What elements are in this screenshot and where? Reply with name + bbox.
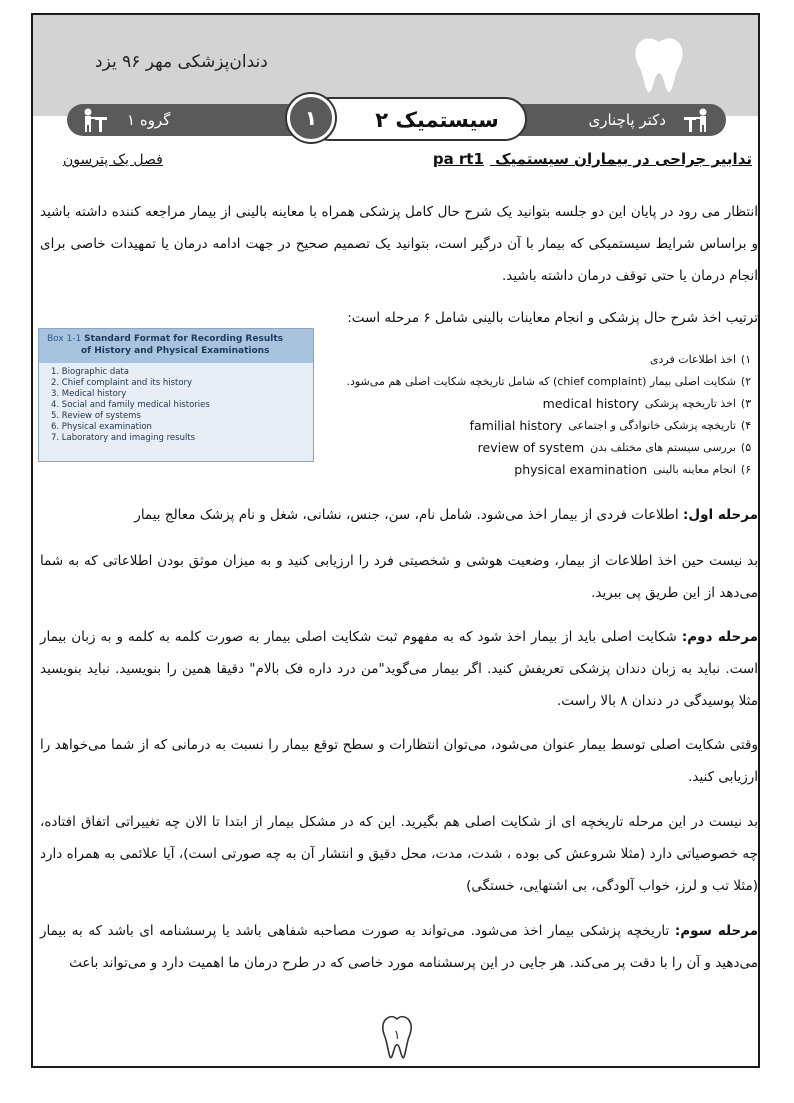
step-text: انجام معاینه بالینی <box>653 462 736 476</box>
step-item <box>346 392 756 414</box>
tooth-logo-icon <box>632 36 686 94</box>
page-frame <box>31 13 760 1068</box>
box-list-item: 4. Social and family medical histories <box>51 400 210 410</box>
lecturer-icon <box>79 107 109 133</box>
step-number: ۴) <box>740 418 752 432</box>
step-english: medical history <box>542 395 639 411</box>
step1-paragraph <box>40 499 758 531</box>
step-item <box>346 414 756 436</box>
step-item <box>346 458 756 480</box>
session-number-badge: ۱ <box>287 94 335 142</box>
step-number: ۱) <box>740 352 752 366</box>
box-list-item: 1. Biographic data <box>51 367 129 377</box>
subject-title: سیستمیک ۲ <box>375 108 499 132</box>
group-label: گروه ۱ <box>127 111 171 129</box>
step-text: اخذ تاریخچه پزشکی <box>644 396 736 410</box>
box-list-item: 3. Medical history <box>51 389 127 399</box>
box-list-item: 7. Laboratory and imaging results <box>51 433 196 443</box>
course-label: دندان‌پزشکی مهر ۹۶ یزد <box>95 52 268 72</box>
info-paragraph: بد نیست حین اخذ اطلاعات از بیمار، وضعیت هوشی و شخصیتی فرد را ارزیابی کنید و به میزان موثق بودن اطلاعاتی که به شما می‌دهد از این طریق پی ببرید. <box>40 553 758 601</box>
topic-title: تدابیر جراحی در بیماران سیستمیک <box>495 150 752 168</box>
step-number: ۵) <box>740 440 752 454</box>
box-title-line1: Standard Format for Recording Results <box>84 334 283 344</box>
step2-paragraph <box>40 621 758 717</box>
expect-paragraph: وقتی شکایت اصلی توسط بیمار عنوان می‌شود، می‌توان انتظارات و سطح توقع بیمار را نسبت به درمانی که از شما می‌خواهد را ارزیابی کنید. <box>40 737 758 785</box>
step3-paragraph <box>40 915 758 979</box>
box-list <box>39 367 313 444</box>
box-list-item: 2. Chief complaint and its history <box>51 378 193 388</box>
title-bar <box>67 104 726 136</box>
box-label: Box 1-1 <box>47 334 82 344</box>
box-header <box>39 329 313 363</box>
step-number: ۳) <box>740 396 752 410</box>
step-english: physical examination <box>514 461 648 477</box>
step3-label: مرحله سوم: <box>674 923 759 939</box>
topic-heading <box>433 150 752 168</box>
step-text: اخذ اطلاعات فردی <box>649 352 736 366</box>
intro-paragraph: انتظار می رود در پایان این دو جلسه بتوانید یک شرح حال کامل پزشکی همراه با معاینه بالینی از بیمار مراجعه کننده داشته باشید و براساس شرایط سیستمیکی که بیمار با آن درگیر است، بتوانید یک تصمیم صحیح در جهت ادامه درمان یا تمهیدات خاصی برای انجام درمان یا حتی توقف درمان داشته باشید. <box>40 204 758 284</box>
step2-text: شکایت اصلی باید از بیمار اخذ شود که به مفهوم ثبت شکایت اصلی بیمار به صورت کلمه به کلمه و به زبان بیمار است. نباید به زبان دندان پزشکی تعریفش کنید. اگر بیمار می‌گوید"من درد داره فک بالام" دقیقا همین را بنویسید. نباید بنویسید مثلا پوسیدگی در دندان ۸ بالا راست. <box>40 629 758 709</box>
step3-text: تاریخچه پزشکی بیمار اخذ می‌شود. می‌تواند به صورت مصاحبه شفاهی باشد یا پرسشنامه ای باشد که به بیمار می‌دهید و آن را با دقت پر می‌کند. هر جایی در این پرسشنامه مورد خاصی که در طرح درمان ما اهمیت دارد و می‌تواند باعث <box>40 923 758 971</box>
step-item <box>346 370 756 392</box>
step-item <box>346 436 756 458</box>
steps-list <box>346 348 756 480</box>
standard-format-box <box>38 328 314 462</box>
step-number: ۲) <box>740 374 752 388</box>
step-english: review of system <box>477 439 585 455</box>
tooth-outline-icon <box>380 1015 414 1061</box>
step2-label: مرحله دوم: <box>681 629 758 645</box>
step-text: بررسی سیستم های مختلف بدن <box>590 440 736 454</box>
svg-text:۱: ۱ <box>393 1028 401 1043</box>
step-item <box>346 348 756 370</box>
box-list-item: 5. Review of systems <box>51 411 141 421</box>
step1-text: اطلاعات فردی از بیمار اخذ می‌شود. شامل نام، سن، جنس، نشانی، شغل و نام پزشک معالج بیمار <box>134 507 683 523</box>
step-english: familial history <box>469 417 563 433</box>
chapter-reference: فصل یک پترسون <box>63 152 163 168</box>
step1-label: مرحله اول: <box>682 507 758 523</box>
step-text: تاریخچه پزشکی خانوادگی و اجتماعی <box>568 418 736 432</box>
box-list-item: 6. Physical examination <box>51 422 152 432</box>
topic-part: pa rt1 <box>432 150 484 168</box>
step-number: ۶) <box>740 462 752 476</box>
lecturer-icon <box>682 107 712 133</box>
box-title-line2: of History and Physical Examinations <box>81 346 270 356</box>
teacher-label: دکتر پاچناری <box>588 111 666 129</box>
step-text: شکایت اصلی بیمار (chief complaint) که شامل تاریخچه شکایت اصلی هم می‌شود. <box>346 374 736 388</box>
steps-intro: ترتیب اخذ شرح حال پزشکی و انجام معاینات بالینی شامل ۶ مرحله است: <box>347 310 758 326</box>
history-paragraph: بد نیست در این مرحله تاریخچه ای از شکایت اصلی هم بگیرید. این که در مشکل بیمار از ابتدا تا الان چه تغییراتی اتفاق افتاده، چه خصوصیاتی دارد (مثلا شروعش کی بوده ، شدت، مدت، محل دقیق و انتشار آن به چه صورتی است)، آیا علائمی به همراه دارد (مثلا تب و لرز، خواب آلودگی، بی اشتهایی، خستگی) <box>40 814 758 894</box>
